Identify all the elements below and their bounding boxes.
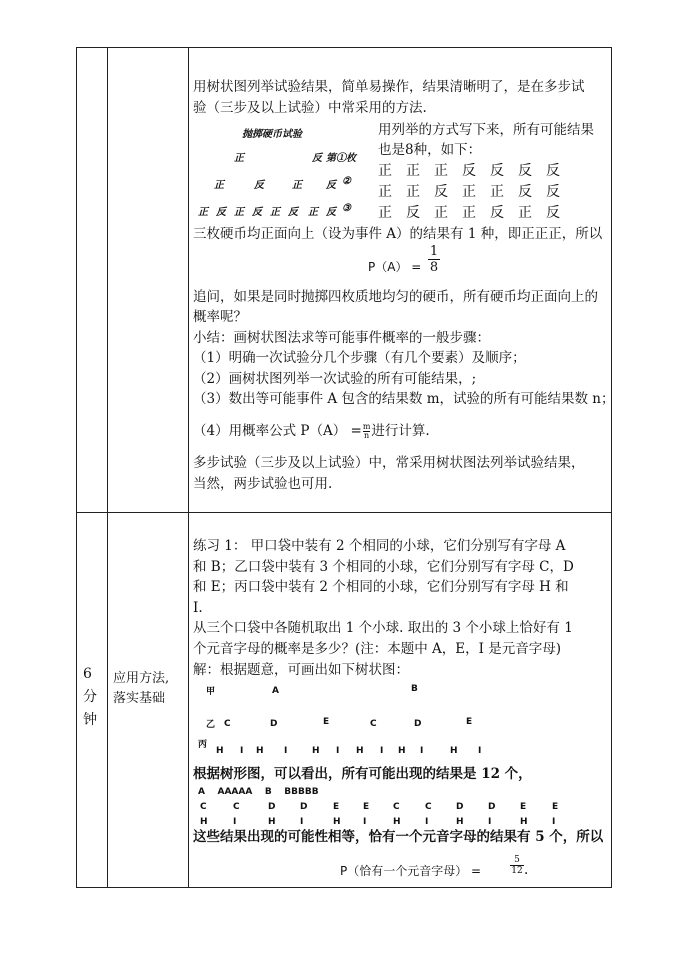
solution-line: 解：根据题意，可画出如下树状图： [193, 662, 409, 678]
row-divider [77, 512, 611, 513]
conclusion-line-1: 多步试验（三步及以上试验）中，常采用树状图法列举试验结果， [193, 455, 585, 471]
final-period: . [524, 862, 529, 878]
exercise-line-4: I. [193, 600, 203, 616]
stage-line-1: 应用方法, [113, 671, 170, 686]
outcome-grid-row-3: 正 反 正 正 反 正 反 [378, 205, 560, 221]
list-line-2: 也是8种，如下： [378, 142, 482, 158]
column-divider-2 [188, 48, 189, 887]
step4-fraction: $\frac{m}{n}$ [362, 422, 371, 440]
final-line: 这些结果出现的可能性相等，恰有一个元音字母的结果有 5 个，所以 [193, 829, 604, 845]
time-fen: 分 [83, 689, 97, 705]
event-line: 三枚硬币均正面向上（设为事件 A）的结果有 1 种，即正正正，所以 [193, 226, 603, 242]
summary-step-4: （4）用概率公式 P（A） = $\frac{m}{n}$ 进行计算. [193, 422, 430, 440]
result-line: 根据树形图，可以看出，所有可能出现的结果是 12 个， [193, 766, 532, 782]
summary-step-3: （3）数出等可能事件 A 包含的结果数 m，试验的所有可能结果数 n； [193, 391, 615, 407]
final-prob-lhs: P（恰有一个元音字母） = [340, 864, 482, 878]
summary-step-2: （2）画树状图列举一次试验的所有可能结果，; [193, 371, 477, 387]
exercise-line-5: 从三个口袋中各随机取出 1 个小球. 取出的 3 个小球上恰好有 1 [193, 620, 573, 636]
column-divider-1 [107, 48, 108, 887]
exercise-line-2: 和 B；乙口袋中装有 3 个相同的小球，它们分别写有字母 C，D [193, 559, 574, 575]
time-6: 6 [83, 666, 92, 682]
question-line-2: 概率呢？ [193, 309, 247, 325]
conclusion-line-2: 当然，两步试验也可用. [193, 476, 333, 492]
results-row-1: A AAAAA B BBBBB [198, 787, 319, 797]
stage-line-2: 落实基础 [113, 691, 166, 706]
question-line-1: 追问，如果是同时抛掷四枚质地均匀的硬币，所有硬币均正面向上的 [193, 289, 598, 305]
prob-lhs: P（A） = [368, 260, 422, 274]
coin-tree-image: 抛掷硬币试验 正 反 第①枚 正 反 正 反 ② 正 反 正 反 正 反 正 反 ③ [196, 122, 372, 218]
summary-step-1: （1）明确一次试验分几个步骤（有几个要素）及顺序； [193, 350, 526, 366]
tree-title: 抛掷硬币试验 [242, 129, 302, 140]
final-fraction: $\frac{5}{12}$ [511, 855, 523, 876]
outcome-grid-row-1: 正 正 正 反 反 反 反 [378, 163, 560, 179]
exercise-line-3: 和 E；丙口袋中装有 2 个相同的小球，它们分别写有字母 H 和 [193, 579, 569, 595]
intro-line-1: 用树状图列举试验结果，简单易操作，结果清晰明了，是在多步试 [193, 79, 585, 95]
prob-fraction: $\frac{1}{8}$ [429, 244, 439, 275]
list-line-1: 用列举的方式写下来，所有可能结果 [378, 122, 594, 138]
outcome-grid-row-2: 正 正 反 正 正 反 反 [378, 184, 560, 200]
time-zhong: 钟 [83, 712, 97, 728]
exercise-line-1: 练习 1： 甲口袋中装有 2 个相同的小球，它们分别写有字母 A [193, 538, 566, 554]
summary-title: 小结：画树状图法求等可能事件概率的一般步骤： [193, 330, 490, 346]
intro-line-2: 验（三步及以上试验）中常采用的方法. [193, 100, 427, 116]
exercise-line-6: 个元音字母的概率是多少？(注：本题中 A，E，I 是元音字母) [193, 641, 562, 657]
